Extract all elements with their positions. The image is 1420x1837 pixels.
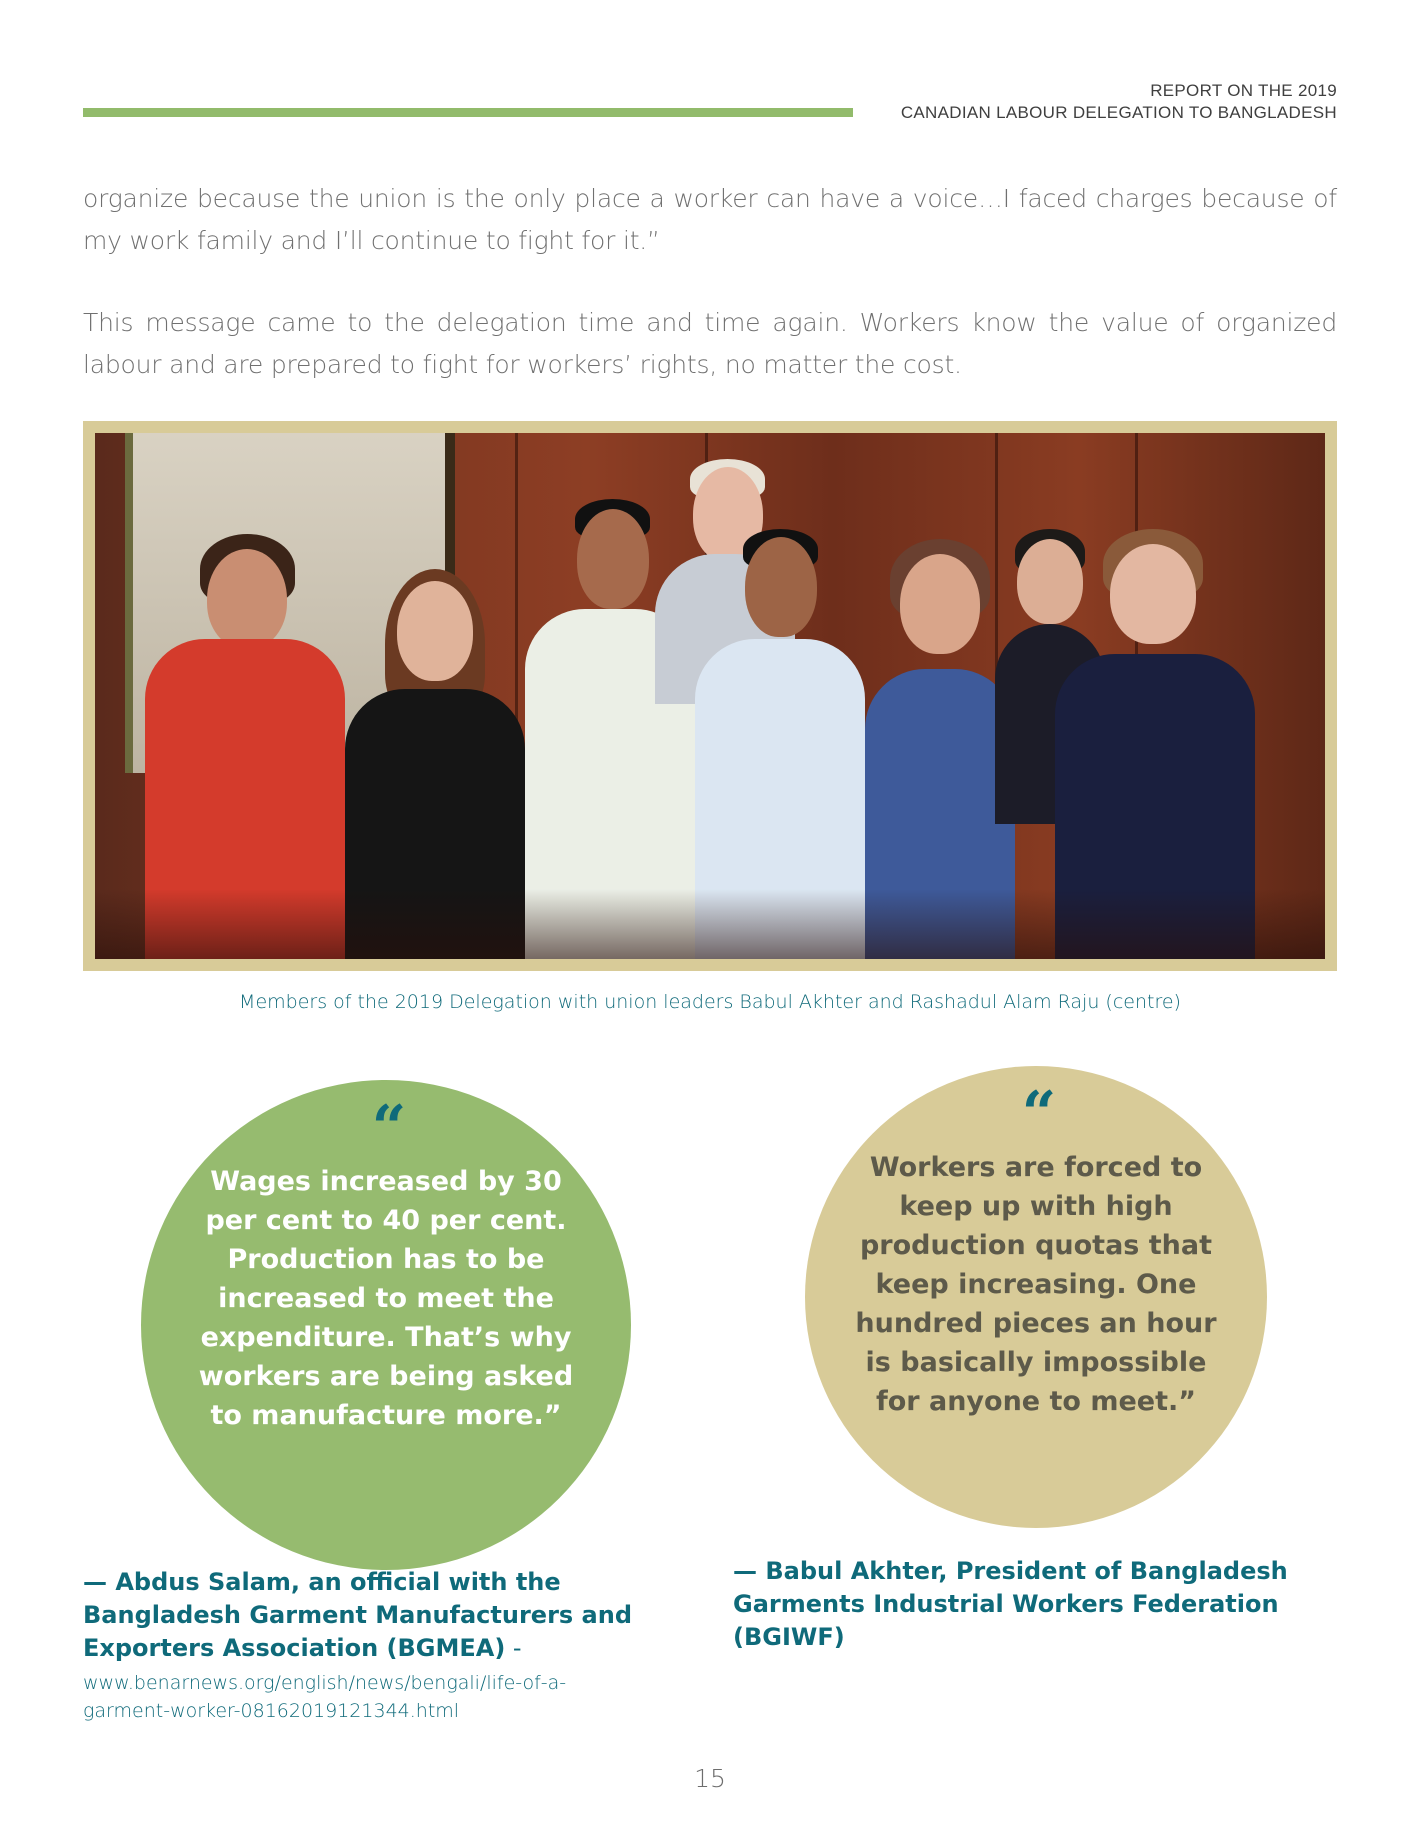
body-paragraph-1: organize because the union is the only place a worker can have a voice…I faced charges because of my work family and I’ll continue to fight for it.” bbox=[83, 184, 1337, 255]
quote-text-right: Workers are forced to keep up with high production quotas that keep increasing. One hundred pieces an hour is basically impossible for anyone to meet.” bbox=[855, 1152, 1217, 1417]
photo-floor bbox=[95, 889, 1325, 959]
photo-caption: Members of the 2019 Delegation with union leaders Babul Akhter and Rashadul Alam Raju (centre) bbox=[239, 991, 1181, 1013]
quote-text-left: Wages increased by 30 per cent to 40 per cent. Production has to be increased to meet the expenditure. That’s why workers are being asked to manufacture more.” bbox=[198, 1166, 574, 1431]
attribution-left-suffix: - bbox=[505, 1634, 522, 1662]
quote-circle-right bbox=[805, 1066, 1267, 1528]
header-line-2: CANADIAN LABOUR DELEGATION TO BANGLADESH bbox=[900, 103, 1337, 122]
header-rule bbox=[83, 108, 853, 117]
delegation-photo bbox=[95, 433, 1325, 959]
header-line-1: REPORT ON THE 2019 bbox=[1150, 81, 1337, 100]
quote-mark-icon: “ bbox=[371, 1093, 401, 1163]
attribution-left bbox=[83, 1566, 683, 1665]
body-paragraph-2: This message came to the delegation time and time again. Workers know the value of organized labour and are prepared to fight for workers’ rights, no matter the cost. bbox=[83, 308, 1337, 379]
attribution-left-text: — Abdus Salam, an official with the Bangladesh Garment Manufacturers and Exporters Association (BGMEA) bbox=[83, 1568, 633, 1662]
quote-mark-icon: “ bbox=[1021, 1079, 1051, 1149]
header-title bbox=[901, 80, 1337, 124]
page-number: 15 bbox=[694, 1764, 726, 1793]
quote-circle-left bbox=[141, 1080, 631, 1570]
attribution-right: — Babul Akhter, President of Bangladesh Garments Industrial Workers Federation (BGIWF) bbox=[733, 1557, 1288, 1651]
photo-frame bbox=[83, 421, 1337, 971]
source-link[interactable]: www.benarnews.org/english/news/bengali/life-of-a-garment-worker-08162019121344.html bbox=[83, 1672, 567, 1722]
